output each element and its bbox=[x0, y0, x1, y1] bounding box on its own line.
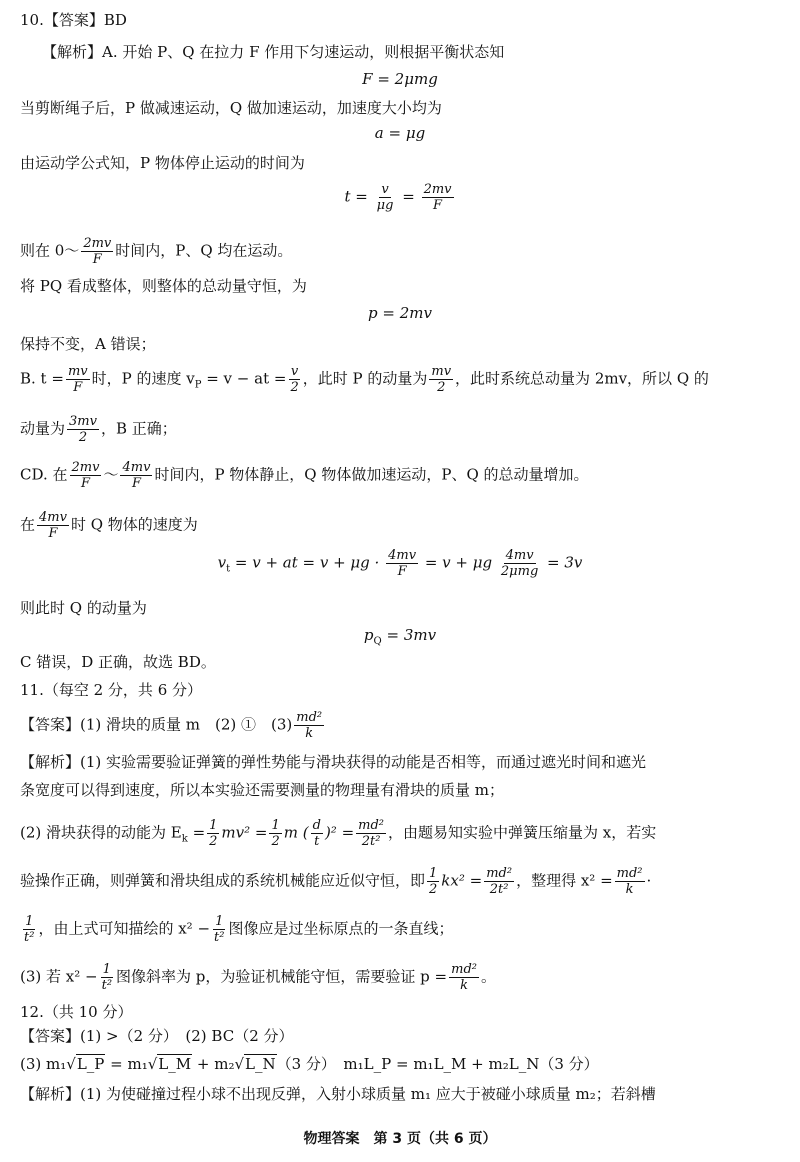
q10-line: 则在 0～ $\frac{2mv}{F}$ 时间内，P、Q 均在运动。 bbox=[20, 236, 293, 267]
q11-line: 验操作正确，则弹簧和滑块组成的系统机械能应近似守恒，即 $\frac{1}{2}$ kx² = $\frac{\text{md²}}{\text{2t²}}$ ，整理得 x² = $\frac{\text{md²}}{k}$ · bbox=[20, 866, 652, 897]
equation: t = $\frac{v}{\mu g}$ = $\frac{2mv}{F}$ bbox=[344, 182, 452, 213]
equation: a = μg bbox=[374, 124, 426, 142]
q11-line: (3) 若 x² − $\frac{1}{\text{t²}}$ 图像斜率为 p，为验证机械能守恒，需要验证 p = $\frac{\text{md²}}{k}$ 。 bbox=[20, 962, 497, 993]
q11-line: 【解析】(1) 实验需要验证弹簧的弹性势能与滑块获得的动能是否相等，而通过遮光时间和遮光 bbox=[20, 753, 647, 771]
q11-answer: 【答案】(1) 滑块的质量 m (2) ① (3) $\frac{\text{md²}}{k}$ bbox=[20, 710, 323, 741]
q10-line: 动量为 $\frac{3mv}{2}$ ，B 正确； bbox=[20, 414, 177, 445]
q11-header: 11.（每空 2 分，共 6 分） bbox=[20, 681, 203, 699]
q12-header: 12.（共 10 分） bbox=[20, 1003, 133, 1021]
q12-answer: (3) m₁√L_P = m₁√L_M + m₂√L_N（3 分） m₁L_P = m₁L_M + m₂L_N（3 分） bbox=[20, 1055, 599, 1073]
equation: $v_t = v$ + at = v + μg · $\frac{4mv}{F}$ = v + μg $\frac{4mv}{\text{2μmg}}$ = 3v bbox=[217, 548, 583, 579]
q10-line: 保持不变，A 错误； bbox=[20, 335, 156, 353]
q10-line: 则此时 Q 的动量为 bbox=[20, 599, 147, 617]
q10-line: 【解析】A. 开始 P、Q 在拉力 F 作用下匀速运动，则根据平衡状态知 bbox=[42, 43, 505, 61]
equation: F = 2μmg bbox=[362, 70, 438, 88]
q11-line: $\frac{1}{\text{t²}}$ ，由上式可知描绘的 x² − $\frac{1}{\text{t²}}$ 图像应是过坐标原点的一条直线； bbox=[24, 914, 454, 945]
q10-line: 当剪断绳子后，P 做减速运动，Q 做加速运动，加速度大小均为 bbox=[20, 99, 442, 117]
q10-line: 在 $\frac{4mv}{F}$ 时 Q 物体的速度为 bbox=[20, 510, 198, 541]
equation: p = 2mv bbox=[368, 304, 432, 322]
q12-line: 【解析】(1) 为使碰撞过程小球不出现反弹，入射小球质量 m₁ 应大于被碰小球质量 m₂；若斜槽 bbox=[20, 1085, 656, 1103]
equation: $p_Q = 3mv$ bbox=[363, 626, 437, 647]
q11-line: 条宽度可以得到速度，所以本实验还需要测量的物理量有滑块的质量 m； bbox=[20, 781, 504, 799]
page-footer: 物理答案 第 3 页（共 6 页） bbox=[303, 1131, 497, 1147]
q10-header: 10.【答案】BD bbox=[20, 11, 127, 29]
q10-line: CD. 在 $\frac{2mv}{F}$ ～ $\frac{4mv}{F}$ 时间内，P 物体静止，Q 物体做加速运动，P、Q 的总动量增加。 bbox=[20, 460, 589, 491]
q10-line: 由运动学公式知，P 物体停止运动的时间为 bbox=[20, 154, 305, 172]
q10-line: 将 PQ 看成整体，则整体的总动量守恒，为 bbox=[20, 277, 307, 295]
q10-line: C 错误，D 正确，故选 BD。 bbox=[20, 653, 216, 671]
q11-line: (2) 滑块获得的动能为 $E_k$ = $\frac{1}{2}$ mv² = $\frac{1}{2}$ m ( $\frac{d}{t}$ )² = $\frac{\text{md²}}{\text{2t²}}$ ，由题易知实验中弹簧压缩量为 x，若实 bbox=[20, 818, 657, 849]
q12-answer: 【答案】(1) >（2 分） (2) BC（2 分） bbox=[20, 1027, 294, 1045]
q10-line: B. t = $\frac{mv}{F}$ 时，P 的速度 $v_P = v$ − at = $\frac{v}{2}$ ，此时 P 的动量为 $\frac{mv}{2}$ ，此时系统总动量为 2mv，所以 Q 的 bbox=[20, 364, 709, 395]
